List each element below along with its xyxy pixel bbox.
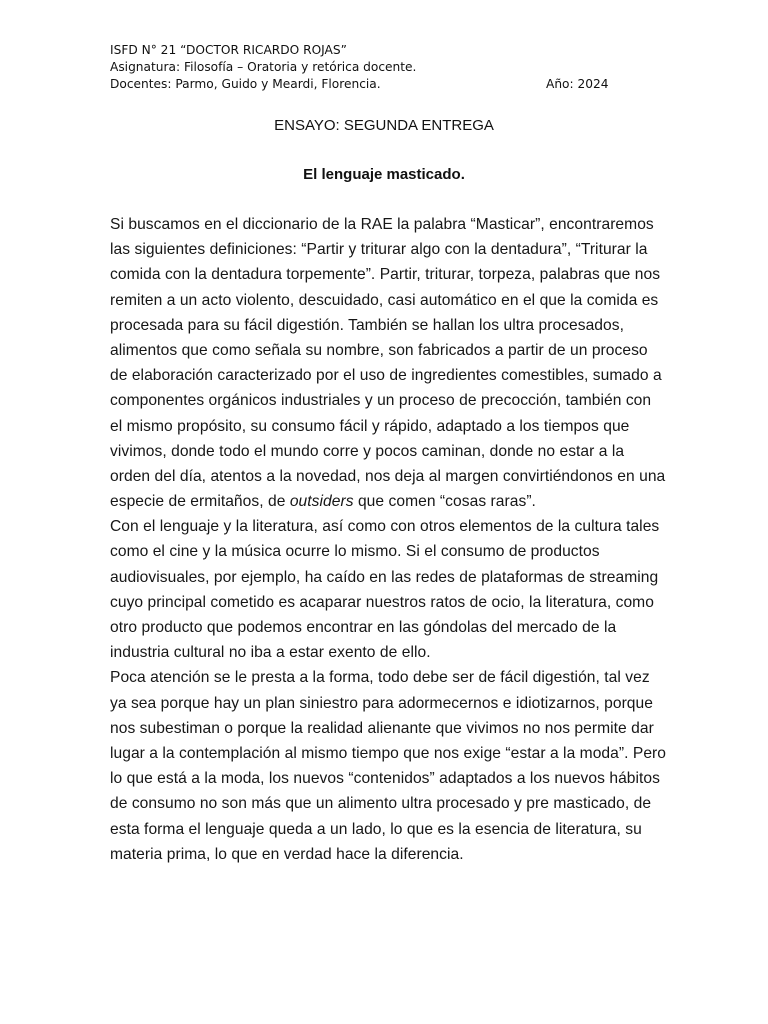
body-line: nos subestiman o porque la realidad alienante que vivimos no nos permite dar — [110, 719, 654, 737]
body-line: las siguientes definiciones: “Partir y triturar algo con la dentadura”, “Triturar la — [110, 241, 648, 259]
body-line: audiovisuales, por ejemplo, ha caído en las redes de plataformas de streaming — [110, 568, 659, 586]
body-line: el mismo propósito, su consumo fácil y rápido, adaptado a los tiempos que — [110, 417, 630, 435]
year-text: Año: 2024 — [546, 77, 609, 91]
body-line: vivimos, donde todo el mundo corre y pocos caminan, donde no estar a la — [110, 442, 625, 460]
essay-title: El lenguaje masticado. — [303, 166, 465, 183]
body-line: ya sea porque hay un plan siniestro para adormecernos e idiotizarnos, porque — [110, 694, 653, 712]
body-line: materia prima, lo que en verdad hace la diferencia. — [110, 845, 464, 863]
body-line: Si buscamos en el diccionario de la RAE la palabra “Masticar”, encontraremos — [110, 216, 654, 233]
body-line: de consumo no son más que un alimento ultra procesado y pre masticado, de — [110, 795, 652, 813]
subject-line: Asignatura: Filosofía – Oratoria y retórica docente. — [110, 60, 417, 74]
body-line: comida con la dentadura torpemente”. Partir, triturar, torpeza, palabras que nos — [110, 266, 661, 284]
body-line: otro producto que podemos encontrar en las góndolas del mercado de la — [110, 619, 617, 636]
line-segment: especie de ermitaños, de — [110, 493, 290, 511]
institution-line: ISFD N° 21 “DOCTOR RICARDO ROJAS” — [110, 43, 347, 57]
teachers-text: Docentes: Parmo, Guido y Meardi, Florencia. — [110, 77, 381, 91]
body-line: de elaboración caracterizado por el uso de ingredientes comestibles, sumado a — [110, 367, 662, 385]
line-segment: que comen “cosas raras”. — [353, 493, 536, 511]
body-line: industria cultural no iba a estar exento de ello. — [110, 644, 431, 662]
body-line: lo que está a la moda, los nuevos “contenidos” adaptados a los nuevos hábitos — [110, 770, 660, 788]
document-heading: ENSAYO: SEGUNDA ENTREGA — [274, 117, 494, 134]
italic-term: outsiders — [289, 493, 354, 511]
body-line-with-italic — [110, 489, 670, 514]
body-line: Con el lenguaje y la literatura, así como con otros elementos de la cultura tales — [110, 518, 660, 536]
body-line: alimentos que como señala su nombre, son fabricados a partir de un proceso — [110, 341, 648, 359]
body-line: lugar a la contemplación al mismo tiempo que nos exige “estar a la moda”. Pero — [110, 744, 667, 762]
essay-body — [110, 212, 670, 867]
teachers-line — [110, 76, 630, 93]
body-line: Poca atención se le presta a la forma, todo debe ser de fácil digestión, tal vez — [110, 669, 650, 687]
body-line: esta forma el lenguaje queda a un lado, lo que es la esencia de literatura, su — [110, 820, 642, 838]
body-line: componentes orgánicos industriales y un proceso de precocción, también con — [110, 392, 652, 410]
body-line: cuyo principal cometido es acaparar nuestros ratos de ocio, la literatura, como — [110, 593, 654, 611]
body-line: como el cine y la música ocurre lo mismo. Si el consumo de productos — [110, 543, 600, 561]
document-header — [110, 42, 630, 93]
body-line: orden del día, atentos a la novedad, nos deja al margen convirtiéndonos en una — [110, 467, 666, 485]
body-line: procesada para su fácil digestión. También se hallan los ultra procesados, — [110, 316, 624, 334]
body-line: remiten a un acto violento, descuidado, casi automático en el que la comida es — [110, 291, 659, 309]
